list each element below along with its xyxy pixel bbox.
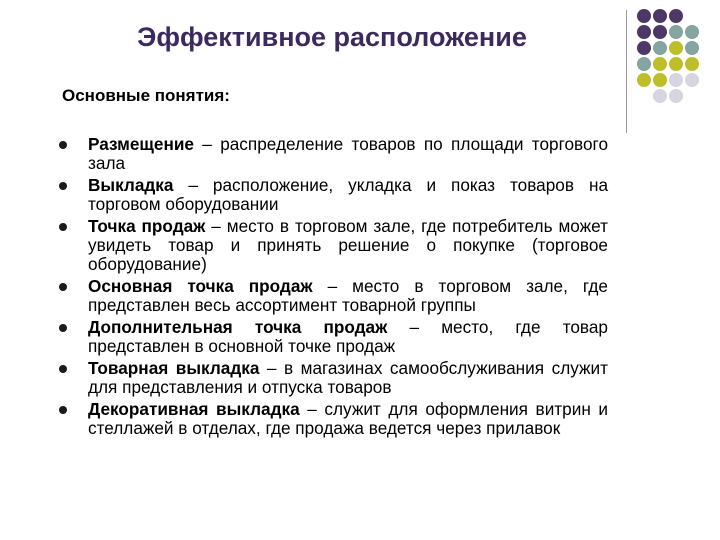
vertical-divider	[626, 10, 627, 133]
decorative-dot	[669, 73, 683, 87]
list-item	[56, 318, 608, 356]
list-item	[56, 176, 608, 214]
bullet-icon	[59, 182, 67, 190]
item-term: Дополнительная точка продаж	[88, 317, 388, 337]
decorative-dot	[653, 9, 667, 23]
decorative-dot	[669, 9, 683, 23]
decorative-dot	[685, 41, 699, 55]
decorative-dot	[653, 73, 667, 87]
list-item	[56, 277, 608, 315]
decorative-dot	[669, 41, 683, 55]
item-text: – место в торговом зале, где потребитель может увидеть товар и принять решение о покупке (торговое оборудование)	[88, 216, 608, 274]
decorative-dot	[653, 89, 667, 103]
item-text: – служит для оформления витрин и стеллажей в отделах, где продажа ведется через прилавок	[88, 399, 609, 438]
bullet-icon	[59, 365, 67, 373]
item-term: Основная точка продаж	[88, 276, 313, 296]
decorative-dot	[669, 89, 683, 103]
item-term: Выкладка	[88, 175, 174, 195]
list-item	[56, 135, 608, 173]
decorative-dot	[653, 25, 667, 39]
list-item	[56, 359, 608, 397]
decorative-dot	[637, 57, 651, 71]
item-text: – расположение, укладка и показ товаров на торговом оборудовании	[88, 175, 608, 214]
decorative-dot	[685, 73, 699, 87]
bullet-icon	[59, 324, 67, 332]
item-term: Точка продаж	[88, 216, 206, 236]
decorative-dot	[653, 57, 667, 71]
decorative-dot	[637, 9, 651, 23]
decorative-dot	[637, 41, 651, 55]
decorative-dot	[637, 25, 651, 39]
decorative-dot	[685, 25, 699, 39]
decorative-dot	[685, 57, 699, 71]
item-term: Размещение	[88, 134, 194, 154]
decorative-dot	[653, 41, 667, 55]
item-term: Декоративная выкладка	[88, 399, 300, 419]
bullet-icon	[59, 223, 67, 231]
definitions-list	[56, 135, 608, 441]
bullet-icon	[59, 283, 67, 291]
decorative-dot-grid	[636, 8, 700, 104]
section-subtitle: Основные понятия:	[62, 86, 230, 105]
decorative-dot	[637, 89, 651, 103]
list-item	[56, 217, 608, 274]
item-text: – в магазинах самообслуживания служит для представления и отпуска товаров	[88, 358, 608, 397]
decorative-dot	[637, 73, 651, 87]
decorative-dot	[685, 9, 699, 23]
slide-title: Эффективное расположение	[137, 22, 527, 52]
item-text: – место в торговом зале, где представлен весь ассортимент товарной группы	[88, 276, 608, 315]
decorative-dot	[669, 25, 683, 39]
decorative-dot	[669, 57, 683, 71]
bullet-icon	[59, 406, 67, 414]
bullet-icon	[59, 141, 67, 149]
item-text: – распределение товаров по площади торгового зала	[88, 134, 608, 173]
decorative-dot	[685, 89, 699, 103]
list-item	[56, 400, 608, 438]
item-text: – место, где товар представлен в основной точке продаж	[88, 317, 608, 356]
item-term: Товарная выкладка	[88, 358, 260, 378]
